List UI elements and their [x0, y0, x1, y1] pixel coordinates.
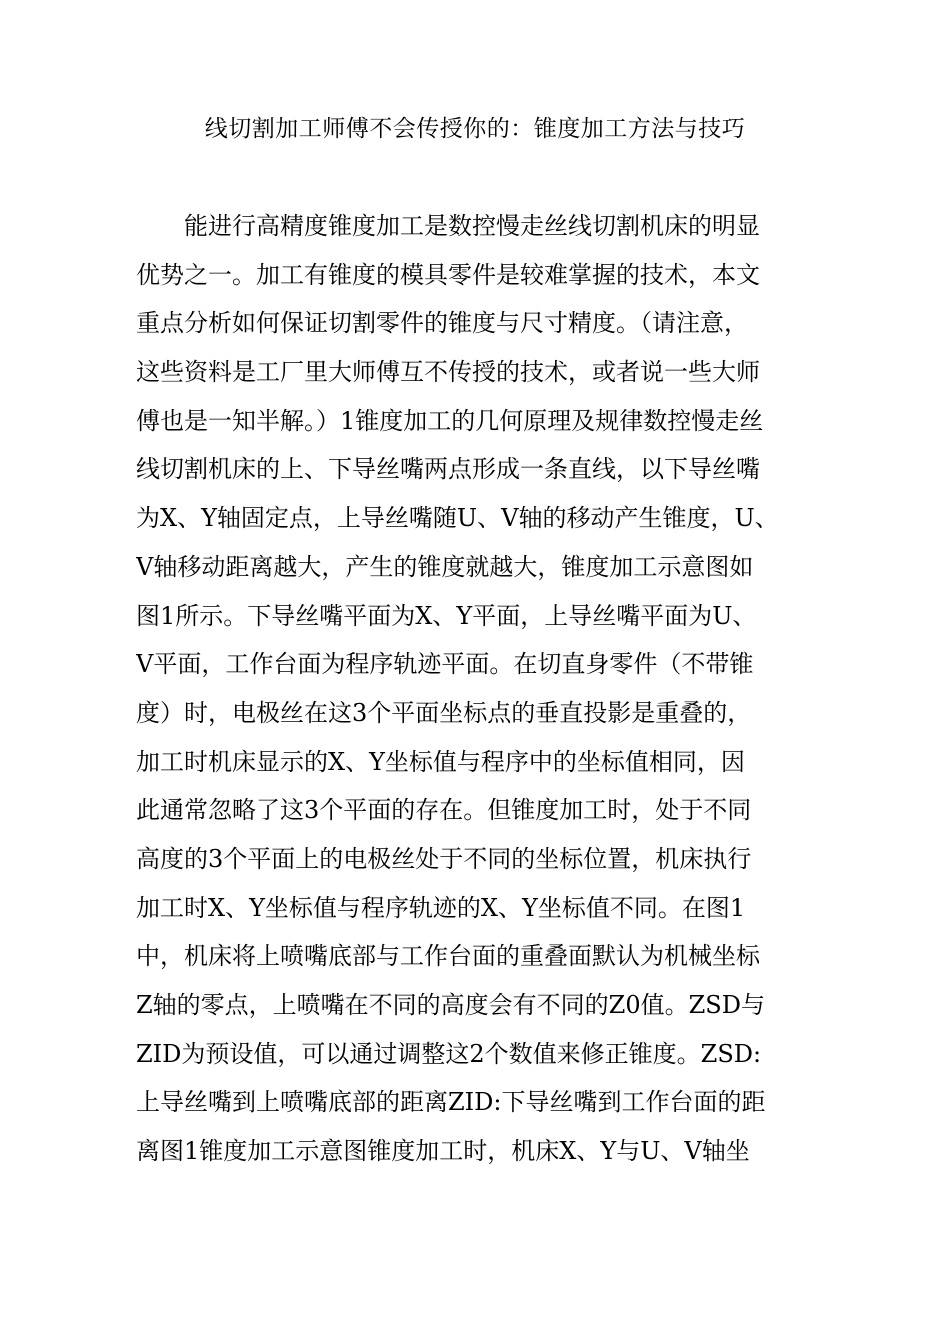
body-line: 重点分析如何保证切割零件的锥度与尺寸精度。（请注意，	[136, 309, 748, 338]
body-line: 上导丝嘴到上喷嘴底部的距离ZID:下导丝嘴到工作台面的距	[136, 1088, 766, 1117]
body-line: 线切割机床的上、下导丝嘴两点形成一条直线，以下导丝嘴	[136, 455, 760, 484]
body-line: 这些资料是工厂里大师傅互不传授的技术，或者说一些大师	[136, 358, 760, 387]
document-title: 线切割加工师傅不会传授你的：锥度加工方法与技巧	[204, 116, 746, 142]
body-line: V平面，工作台面为程序轨迹平面。在切直身零件（不带锥	[136, 650, 754, 679]
body-line: ZID为预设值，可以通过调整这2个数值来修正锥度。ZSD:	[136, 1039, 762, 1068]
body-line: 优势之一。加工有锥度的模具零件是较难掌握的技术，本文	[136, 260, 760, 289]
body-line: Z轴的零点，上喷嘴在不同的高度会有不同的Z0值。ZSD与	[136, 991, 765, 1019]
body-line: 为X、Y轴固定点，上导丝嘴随U、V轴的移动产生锥度，U、	[136, 504, 779, 533]
body-line: 加工时X、Y坐标值与程序轨迹的X、Y坐标值不同。在图1	[136, 893, 746, 922]
body-line: 能进行高精度锥度加工是数控慢走丝线切割机床的明显	[136, 212, 760, 240]
body-line: 此通常忽略了这3个平面的存在。但锥度加工时，处于不同	[136, 796, 752, 825]
body-line: 图1所示。下导丝嘴平面为X、Y平面，上导丝嘴平面为U、	[136, 601, 757, 630]
body-line: 加工时机床显示的X、Y坐标值与程序中的坐标值相同，因	[136, 747, 745, 776]
body-line: V轴移动距离越大，产生的锥度就越大，锥度加工示意图如	[136, 552, 754, 581]
document-body	[136, 202, 826, 1176]
body-line: 离图1锥度加工示意图锥度加工时，机床X、Y与U、V轴坐	[136, 1137, 750, 1166]
body-line: 中，机床将上喷嘴底部与工作台面的重叠面默认为机械坐标	[136, 942, 760, 971]
body-line: 傅也是一知半解。）1锥度加工的几何原理及规律数控慢走丝	[136, 406, 764, 435]
body-line: 高度的3个平面上的电极丝处于不同的坐标位置，机床执行	[136, 844, 752, 873]
body-line: 度）时，电极丝在这3个平面坐标点的垂直投影是重叠的，	[136, 698, 752, 727]
